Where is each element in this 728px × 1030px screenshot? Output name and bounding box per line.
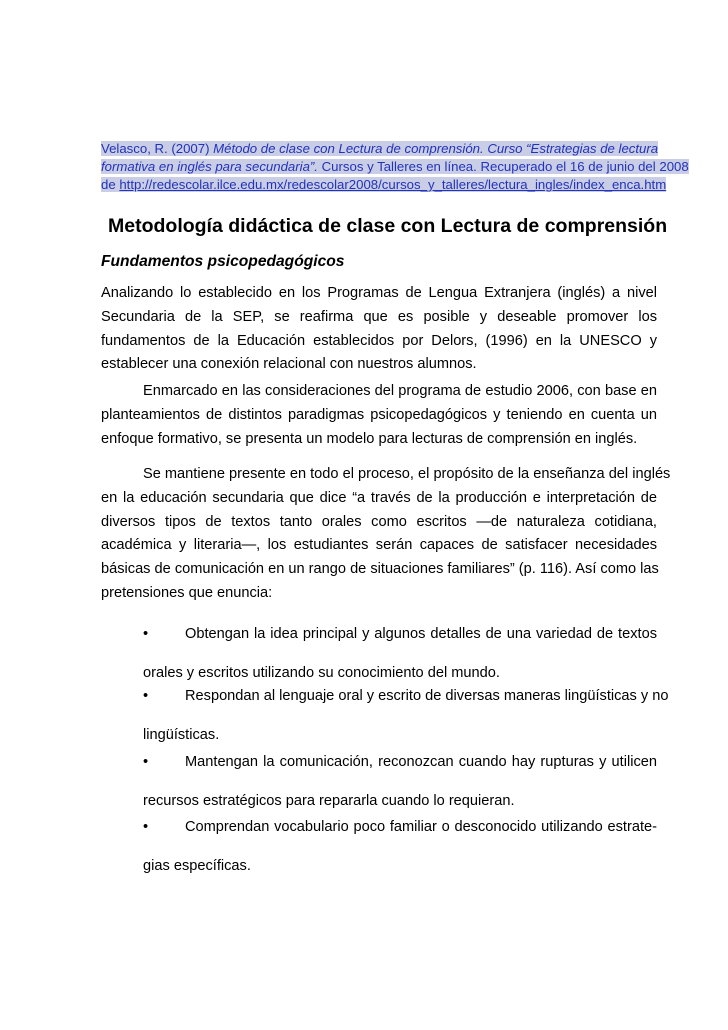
- bullet-item-3: • Mantengan la comunicación, reconozcan cuando hay rupturas y utilicen recursos estratégicos para repararla cuando lo requieran.: [143, 754, 657, 809]
- bullet-dot-icon: •: [143, 688, 149, 704]
- citation-line-3: de http://redescolar.ilce.edu.mx/redescolar2008/cursos_y_talleres/lectura_ingles/index_enca.htm: [101, 177, 667, 192]
- citation-line-2: formativa en inglés para secundaria”. Cursos y Talleres en línea. Recuperado el 16 de junio del 2008: [101, 159, 689, 174]
- bullet-dot-icon: •: [143, 754, 149, 770]
- bullet-item-4: • Comprendan vocabulario poco familiar o desconocido utilizando estrate- gias específicas.: [143, 819, 657, 874]
- bullet-item-1: • Obtengan la idea principal y algunos detalles de una variedad de textos orales y escritos utilizando su conocimiento del mundo.: [143, 626, 657, 681]
- paragraph-3: Se mantiene presente en todo el proceso, el propósito de la enseñanza del inglés en la educación secundaria que dice “a través de la producción e interpretación de diversos tipos de textos tanto orales como escritos —de naturaleza cotidiana, académica y literaria—, los estudiantes serán capaces de satisfacer necesidades básicas de comunicación en un rango de situaciones familiares” (p. 116). Así como las pretensiones que enuncia:: [101, 466, 671, 601]
- bullet-item-2: • Respondan al lenguaje oral y escrito de diversas maneras lingüísticas y no lingüísticas.: [143, 688, 669, 743]
- paragraph-1: Analizando lo establecido en los Programas de Lengua Extranjera (inglés) a nivel Secundaria de la SEP, se reafirma que es posible y deseable promover los fundamentos de la Educación establecidos por Delors, (1996) en la UNESCO y establecer una conexión relacional con nuestros alumnos.: [101, 285, 657, 373]
- citation-line-1: Velasco, R. (2007) Método de clase con Lectura de comprensión. Curso “Estrategias de lectura: [101, 141, 659, 156]
- citation-link[interactable]: http://redescolar.ilce.edu.mx/redescolar2008/cursos_y_talleres/lectura_ingles/index_enca.htm: [119, 177, 667, 192]
- page-title: Metodología didáctica de clase con Lectura de comprensión: [108, 215, 668, 237]
- section-subtitle: Fundamentos psicopedagógicos: [101, 253, 345, 270]
- bullet-dot-icon: •: [143, 626, 149, 642]
- paragraph-2: Enmarcado en las consideraciones del programa de estudio 2006, con base en planteamientos de distintos paradigmas psicopedagógicos y teniendo en cuenta un enfoque formativo, se presenta un modelo para lecturas de comprensión en inglés.: [101, 383, 657, 447]
- bullet-dot-icon: •: [143, 819, 149, 835]
- citation-block: [101, 140, 689, 194]
